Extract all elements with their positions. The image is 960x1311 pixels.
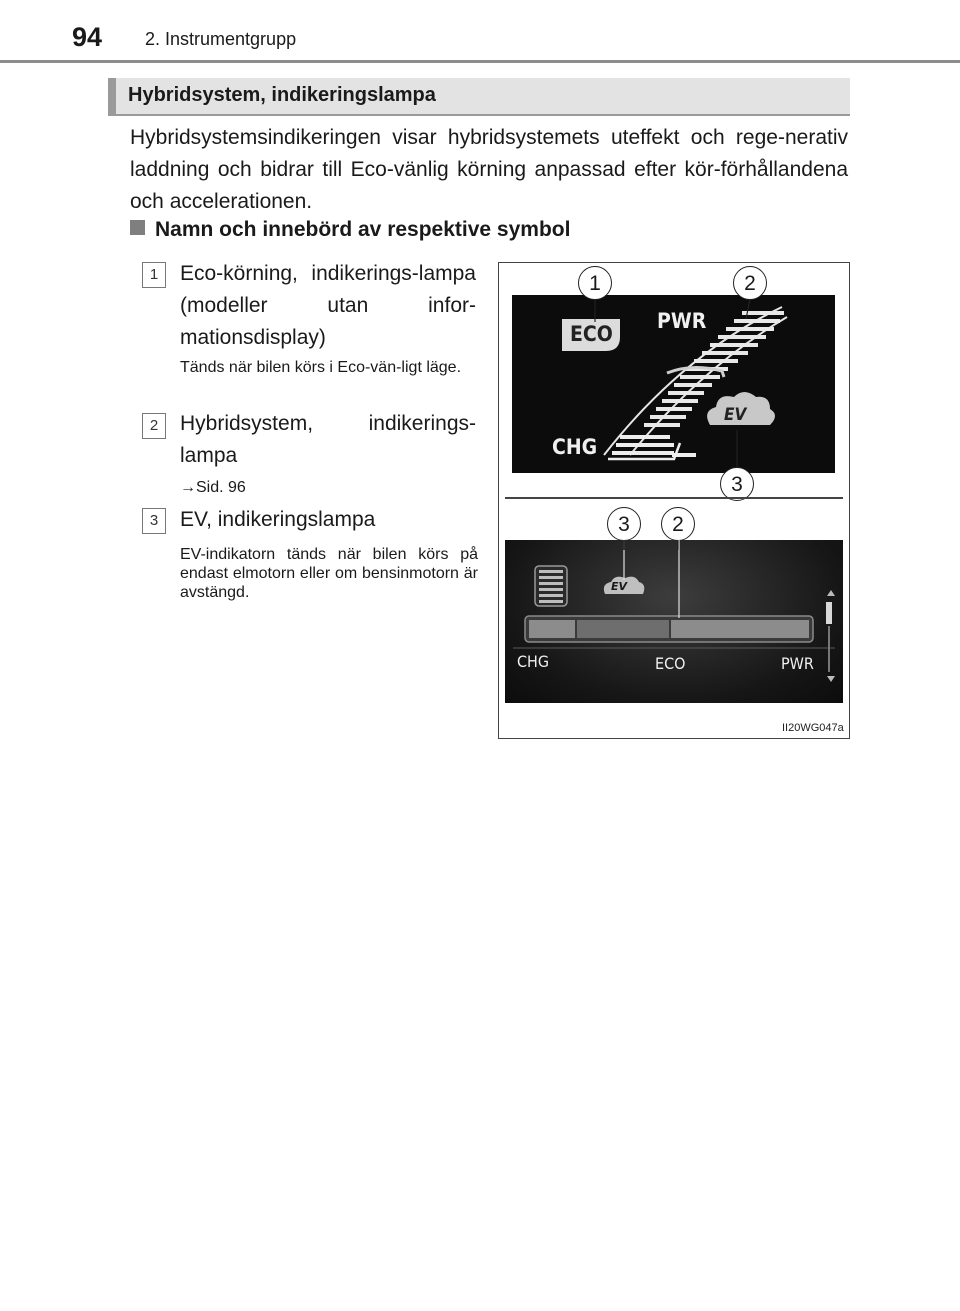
header-rule	[0, 60, 960, 63]
upper-eco-label: ECO	[570, 322, 613, 346]
item-number-2: 2	[142, 413, 166, 439]
item-number-1: 1	[142, 262, 166, 288]
upper-chg-label: CHG	[552, 435, 598, 459]
item-title-3: EV, indikeringslampa	[180, 508, 376, 531]
subheading-text: Namn och innebörd av respektive symbol	[155, 218, 571, 241]
upper-pwr-label: PWR	[657, 309, 707, 333]
callout-2-lower: 2	[661, 507, 695, 541]
section-title: Hybridsystem, indikeringslampa	[128, 84, 436, 106]
upper-callout-lines	[498, 262, 848, 502]
item-title-1: Eco-körning, indikerings-lampa (modeller utan infor-mationsdisplay)	[180, 262, 476, 349]
callout-3-lower: 3	[607, 507, 641, 541]
item-body-3: EV-indikatorn tänds när bilen körs på endast elmotorn eller om bensinmotorn är avstängd.	[180, 546, 478, 601]
callout-3: 3	[720, 467, 754, 501]
lower-eco-label: ECO	[655, 654, 686, 673]
hybrid-bar-graphic	[505, 540, 843, 703]
callout-1: 1	[578, 266, 612, 300]
figure-code: II20WG047a	[782, 722, 844, 734]
section-heading-bar	[108, 78, 850, 116]
upper-ev-label: EV	[724, 405, 747, 425]
chapter-title: 2. Instrumentgrupp	[145, 29, 297, 49]
item-body-2: →Sid. 96	[180, 479, 246, 496]
lower-callout-lines	[498, 540, 848, 550]
item-title-2: Hybridsystem, indikerings-lampa	[180, 412, 476, 467]
page-number: 94	[72, 22, 103, 52]
figure-divider	[505, 497, 843, 499]
item-number-3: 3	[142, 508, 166, 534]
callout-2: 2	[733, 266, 767, 300]
section-accent	[108, 78, 116, 114]
subheading	[130, 218, 570, 242]
intro-paragraph: Hybridsystemsindikeringen visar hybridsystemets uteffekt och rege-nerativ laddning och bidrar till Eco-vänlig körning anpassad efter kör-förhållandena och accelerationen.	[130, 126, 848, 213]
square-bullet-icon	[130, 220, 145, 235]
item-body-1: Tänds när bilen körs i Eco-vän-ligt läge.	[180, 359, 462, 376]
multi-info-display	[505, 540, 843, 703]
lower-ev-label: EV	[611, 580, 628, 593]
lower-chg-label: CHG	[517, 652, 550, 671]
lower-pwr-label: PWR	[781, 654, 814, 673]
